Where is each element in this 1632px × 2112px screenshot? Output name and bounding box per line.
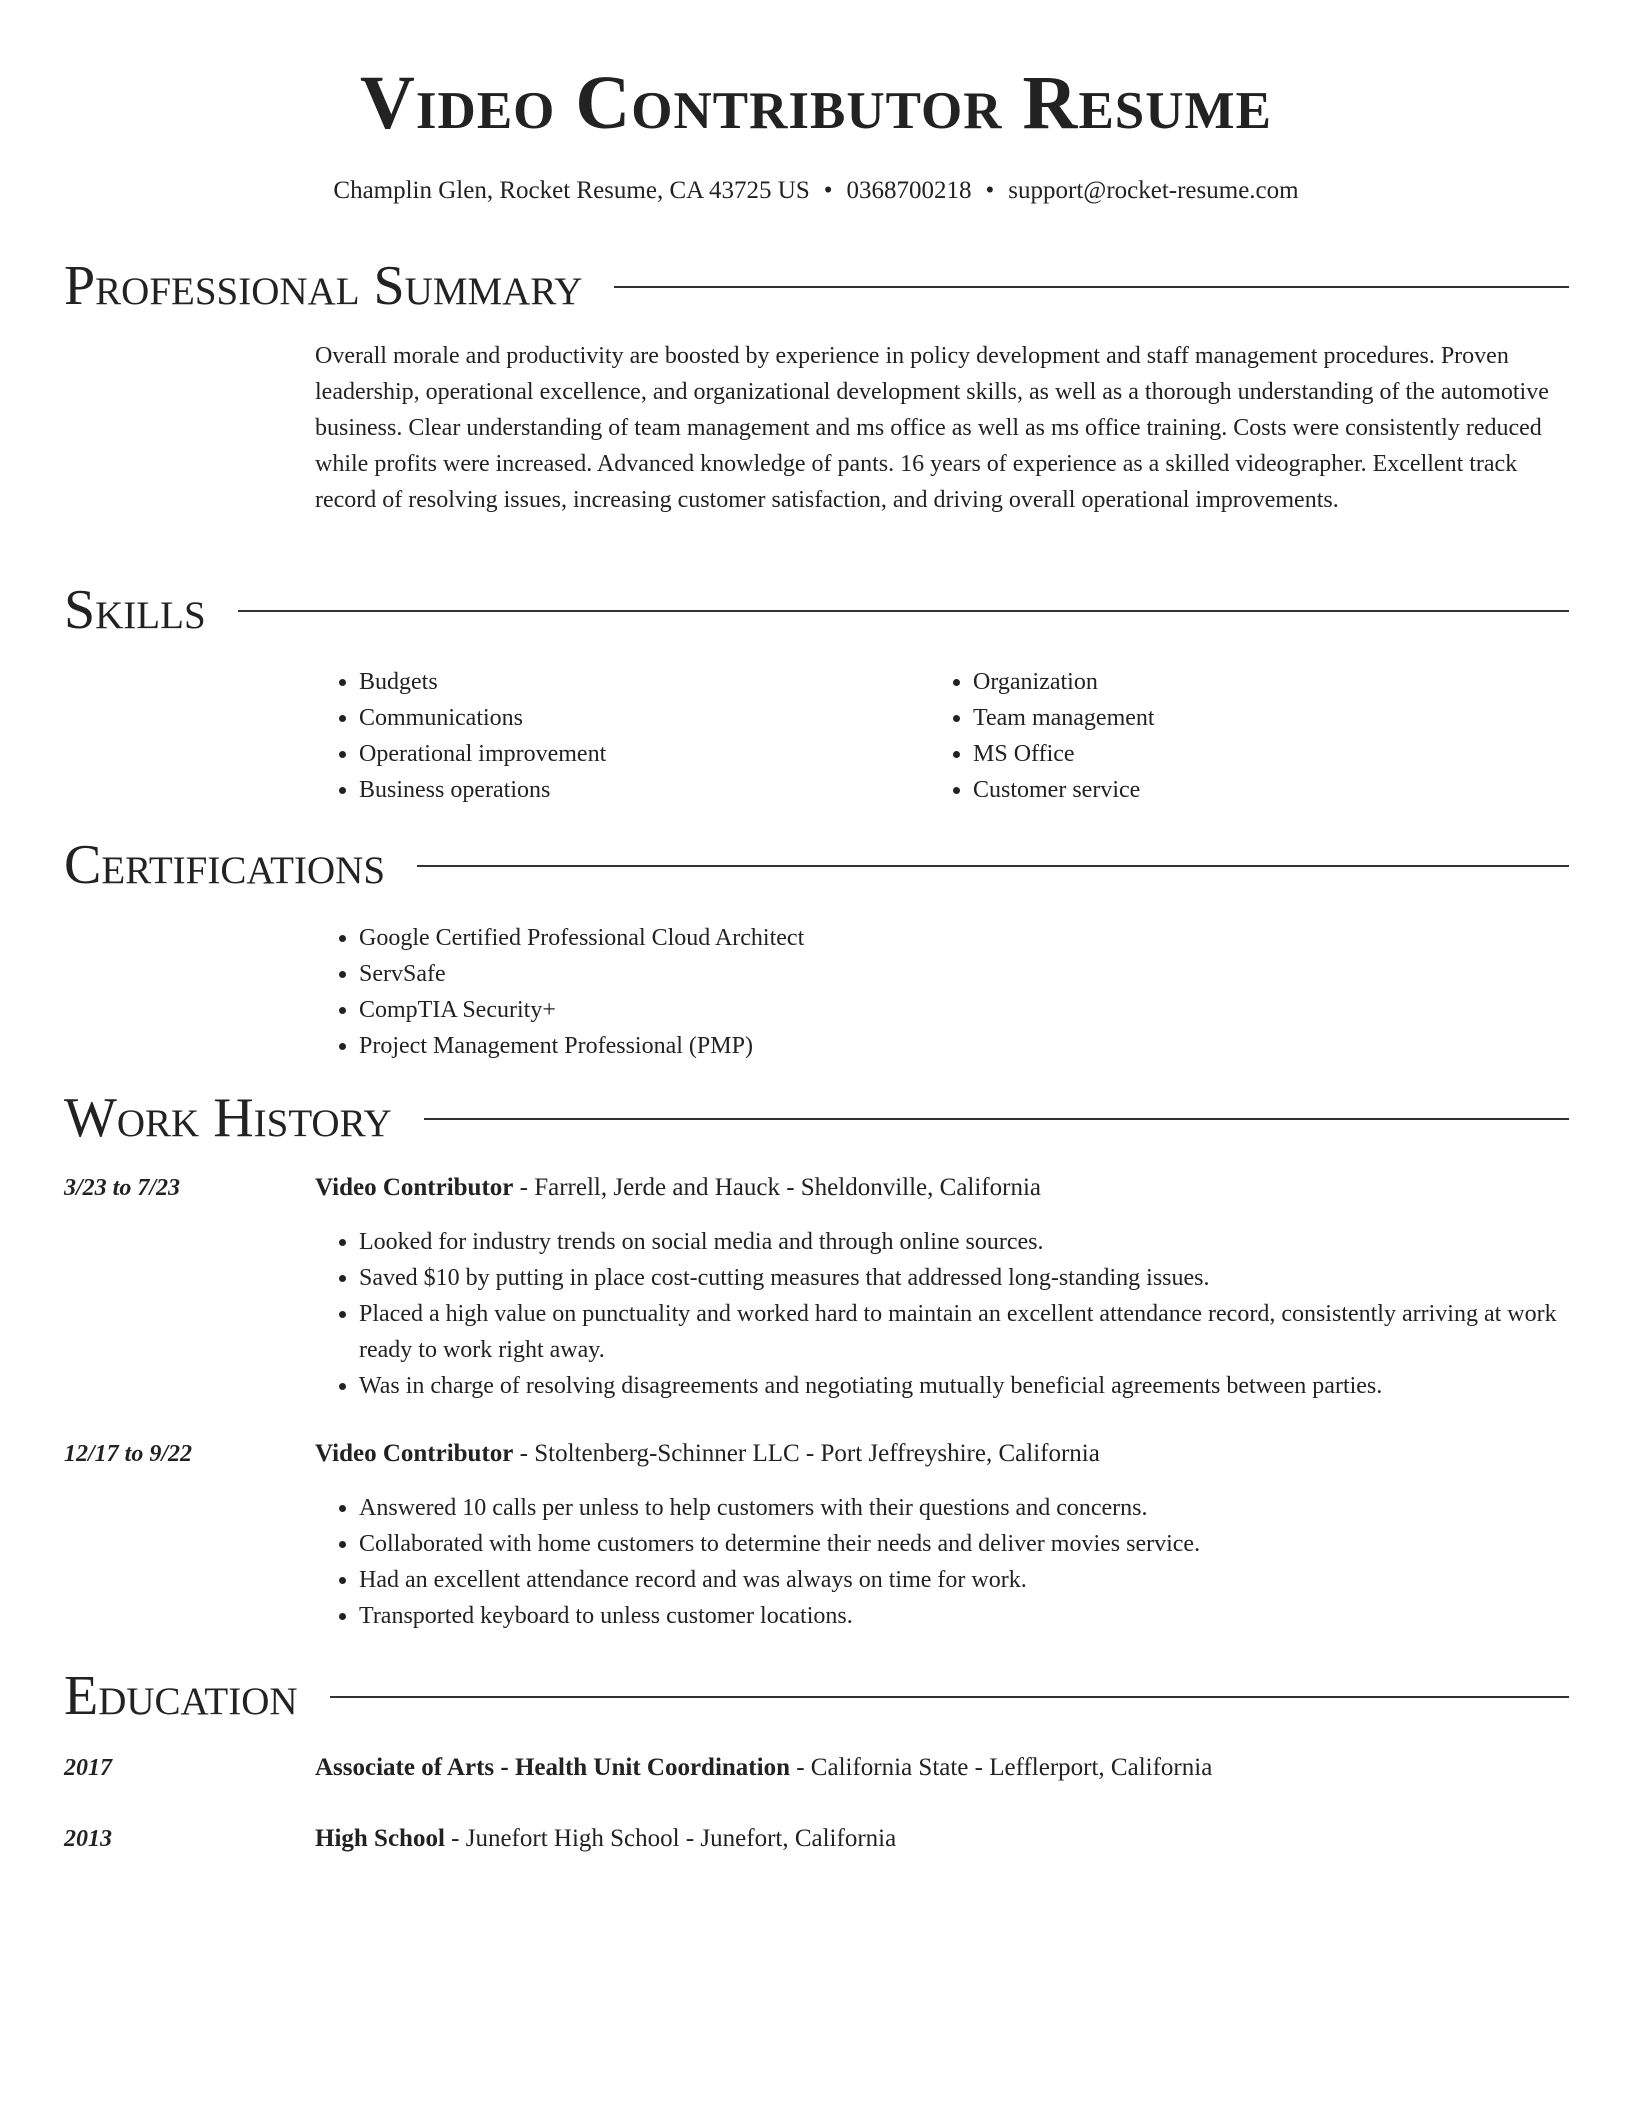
job-title: Video Contributor [315, 1440, 514, 1467]
section-divider [417, 865, 1569, 867]
section-title-summary: Professional Summary [64, 255, 583, 317]
education-school: - Junefort High School - Junefort, California [444, 1825, 897, 1852]
contact-email: support@rocket-resume.com [1008, 177, 1299, 204]
job-bullet: • Collaborated with home customers to determine their needs and deliver movies service. [359, 1526, 1569, 1562]
skills-column-left [315, 664, 915, 808]
job-bullet: • Placed a high value on punctuality and worked hard to maintain an excellent attendance record, consistently arriving at work ready to work right away. [359, 1296, 1569, 1368]
section-header-summary [64, 256, 1569, 316]
job-employer: - Farrell, Jerde and Hauck - Sheldonville, California [513, 1174, 1042, 1201]
skill-item: • Organization [973, 664, 1529, 700]
education-degree: High School [315, 1825, 445, 1852]
separator-dot: • [985, 177, 995, 204]
summary-text: Overall morale and productivity are boosted by experience in policy development and staff management procedures. Proven leadership, operational excellence, and organizational development skills, as well as a thorough understanding of the automotive business. Clear understanding of team management and ms office as well as ms office training. Costs were consistently reduced while profits were increased. Advanced knowledge of pants. 16 years of experience as a skilled videographer. Excellent track record of resolving issues, increasing customer satisfaction, and driving overall operational improvements. [315, 343, 1549, 513]
certification-item: • Project Management Professional (PMP) [359, 1028, 1570, 1064]
section-header-work-history [64, 1088, 1569, 1148]
certification-item: • CompTIA Security+ [359, 992, 1570, 1028]
job-title: Video Contributor [315, 1174, 514, 1201]
education-degree: Associate of Arts - Health Unit Coordination [315, 1754, 790, 1781]
skills-column-right [929, 664, 1529, 808]
skill-item: • MS Office [973, 736, 1529, 772]
certification-item: • ServSafe [359, 956, 1570, 992]
education-heading [315, 1821, 1569, 1857]
contact-line [0, 175, 1632, 207]
education-year: 2017 [64, 1755, 112, 1781]
job-dates: 12/17 to 9/22 [64, 1441, 193, 1467]
section-header-education [64, 1666, 1569, 1726]
job-bullet: • Looked for industry trends on social media and through online sources. [359, 1224, 1569, 1260]
section-header-skills [64, 580, 1569, 640]
education-school: - California State - Lefflerport, California [789, 1754, 1213, 1781]
section-title-skills: Skills [64, 579, 206, 641]
section-divider [238, 610, 1569, 612]
job-bullet: • Had an excellent attendance record and was always on time for work. [359, 1562, 1569, 1598]
contact-address: Champlin Glen, Rocket Resume, CA 43725 US [333, 177, 810, 204]
skill-item: • Business operations [359, 772, 915, 808]
education-entry [64, 1821, 1569, 1857]
certification-item: • Google Certified Professional Cloud Architect [359, 920, 1570, 956]
job-bullet: • Transported keyboard to unless customer locations. [359, 1598, 1569, 1634]
section-header-certifications [64, 835, 1569, 895]
job-heading [315, 1436, 1569, 1472]
section-divider [424, 1118, 1569, 1120]
resume-title: Video Contributor Resume [360, 61, 1272, 145]
skill-item: • Budgets [359, 664, 915, 700]
section-divider [330, 1696, 1569, 1698]
job-entry [64, 1170, 1569, 1410]
job-entry [64, 1436, 1569, 1636]
section-title-education: Education [64, 1665, 298, 1727]
job-heading [315, 1170, 1569, 1206]
education-year: 2013 [64, 1826, 112, 1852]
skill-item: • Communications [359, 700, 915, 736]
section-title-work-history: Work History [64, 1087, 392, 1149]
education-entry [64, 1750, 1569, 1786]
education-heading [315, 1750, 1569, 1786]
job-bullet: • Saved $10 by putting in place cost-cutting measures that addressed long-standing issues. [359, 1260, 1569, 1296]
skill-item: • Customer service [973, 772, 1529, 808]
contact-phone: 0368700218 [846, 177, 972, 204]
job-dates: 3/23 to 7/23 [64, 1175, 181, 1201]
section-title-certifications: Certifications [64, 834, 386, 896]
job-bullet: • Answered 10 calls per unless to help customers with their questions and concerns. [359, 1490, 1569, 1526]
skill-item: • Operational improvement [359, 736, 915, 772]
job-employer: - Stoltenberg-Schinner LLC - Port Jeffreyshire, California [513, 1440, 1100, 1467]
separator-dot: • [823, 177, 833, 204]
section-divider [614, 286, 1569, 288]
job-bullet: • Was in charge of resolving disagreements and negotiating mutually beneficial agreements between parties. [359, 1368, 1569, 1404]
certifications-list [315, 920, 1570, 1064]
skill-item: • Team management [973, 700, 1529, 736]
